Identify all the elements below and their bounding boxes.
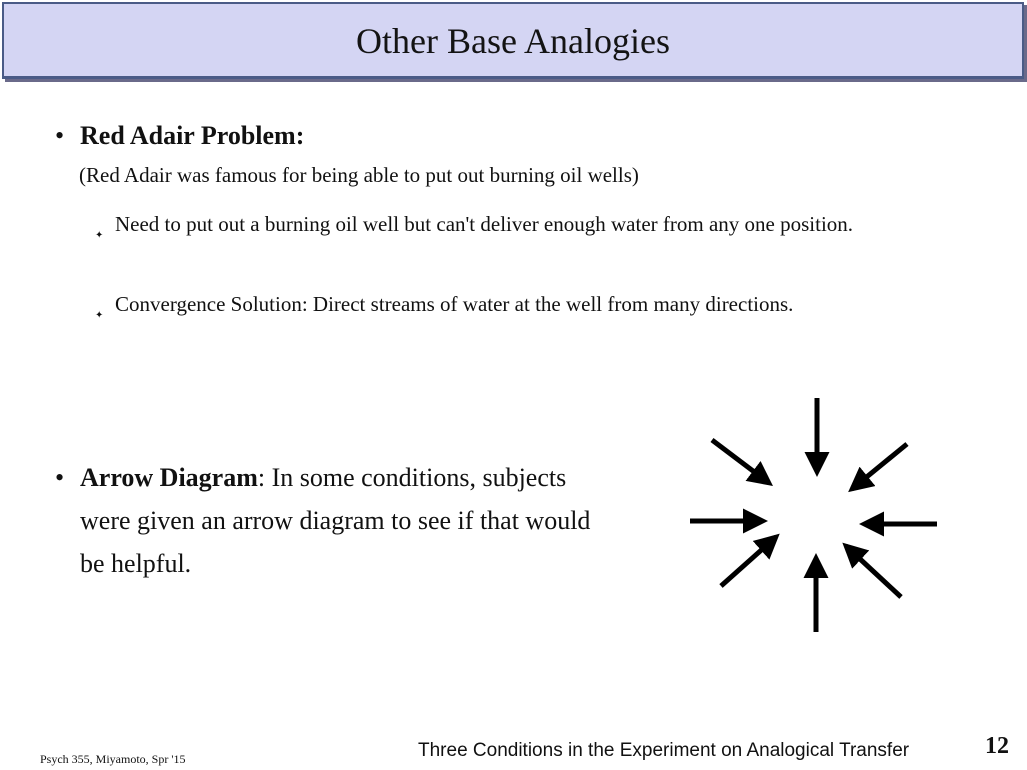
bullet-dot: •: [55, 463, 65, 492]
page-number: 12: [985, 733, 1009, 759]
sub-point-text: Convergence Solution: Direct streams of water at the well from many directions.: [115, 292, 794, 316]
sub-point-text: Need to put out a burning oil well but can't deliver enough water from any one position.: [115, 212, 854, 236]
title-banner: [2, 2, 1024, 79]
course-label: Psych 355, Miyamoto, Spr '15: [40, 752, 186, 766]
red-adair-note: (Red Adair was famous for being able to put out burning oil wells): [79, 163, 639, 187]
arrow-bottom-right: [846, 546, 901, 597]
red-adair-heading: Red Adair Problem:: [80, 121, 305, 150]
slide-title: Other Base Analogies: [356, 21, 670, 61]
bullet-dot: •: [55, 121, 65, 150]
sub-point: [95, 288, 885, 321]
sub-point: [95, 208, 885, 241]
arrow-diagram-heading: Arrow Diagram: [80, 463, 258, 492]
arrow-top-right: [852, 444, 907, 489]
converging-arrows-icon: [680, 390, 950, 640]
bullet-arrow-diagram: [55, 456, 615, 585]
footer-subtitle: Three Conditions in the Experiment on Analogical Transfer: [418, 740, 910, 761]
arrow-bottom-left: [721, 537, 776, 586]
diamond-bullet-icon: ✦: [95, 230, 104, 241]
arrow-diagram-paragraph: [55, 456, 615, 585]
arrow-diagram-text: : In some conditions, subjects were given an arrow diagram to see if that would be helpful.: [80, 463, 591, 578]
arrow-top-left: [712, 440, 769, 483]
diamond-bullet-icon: ✦: [95, 310, 104, 321]
